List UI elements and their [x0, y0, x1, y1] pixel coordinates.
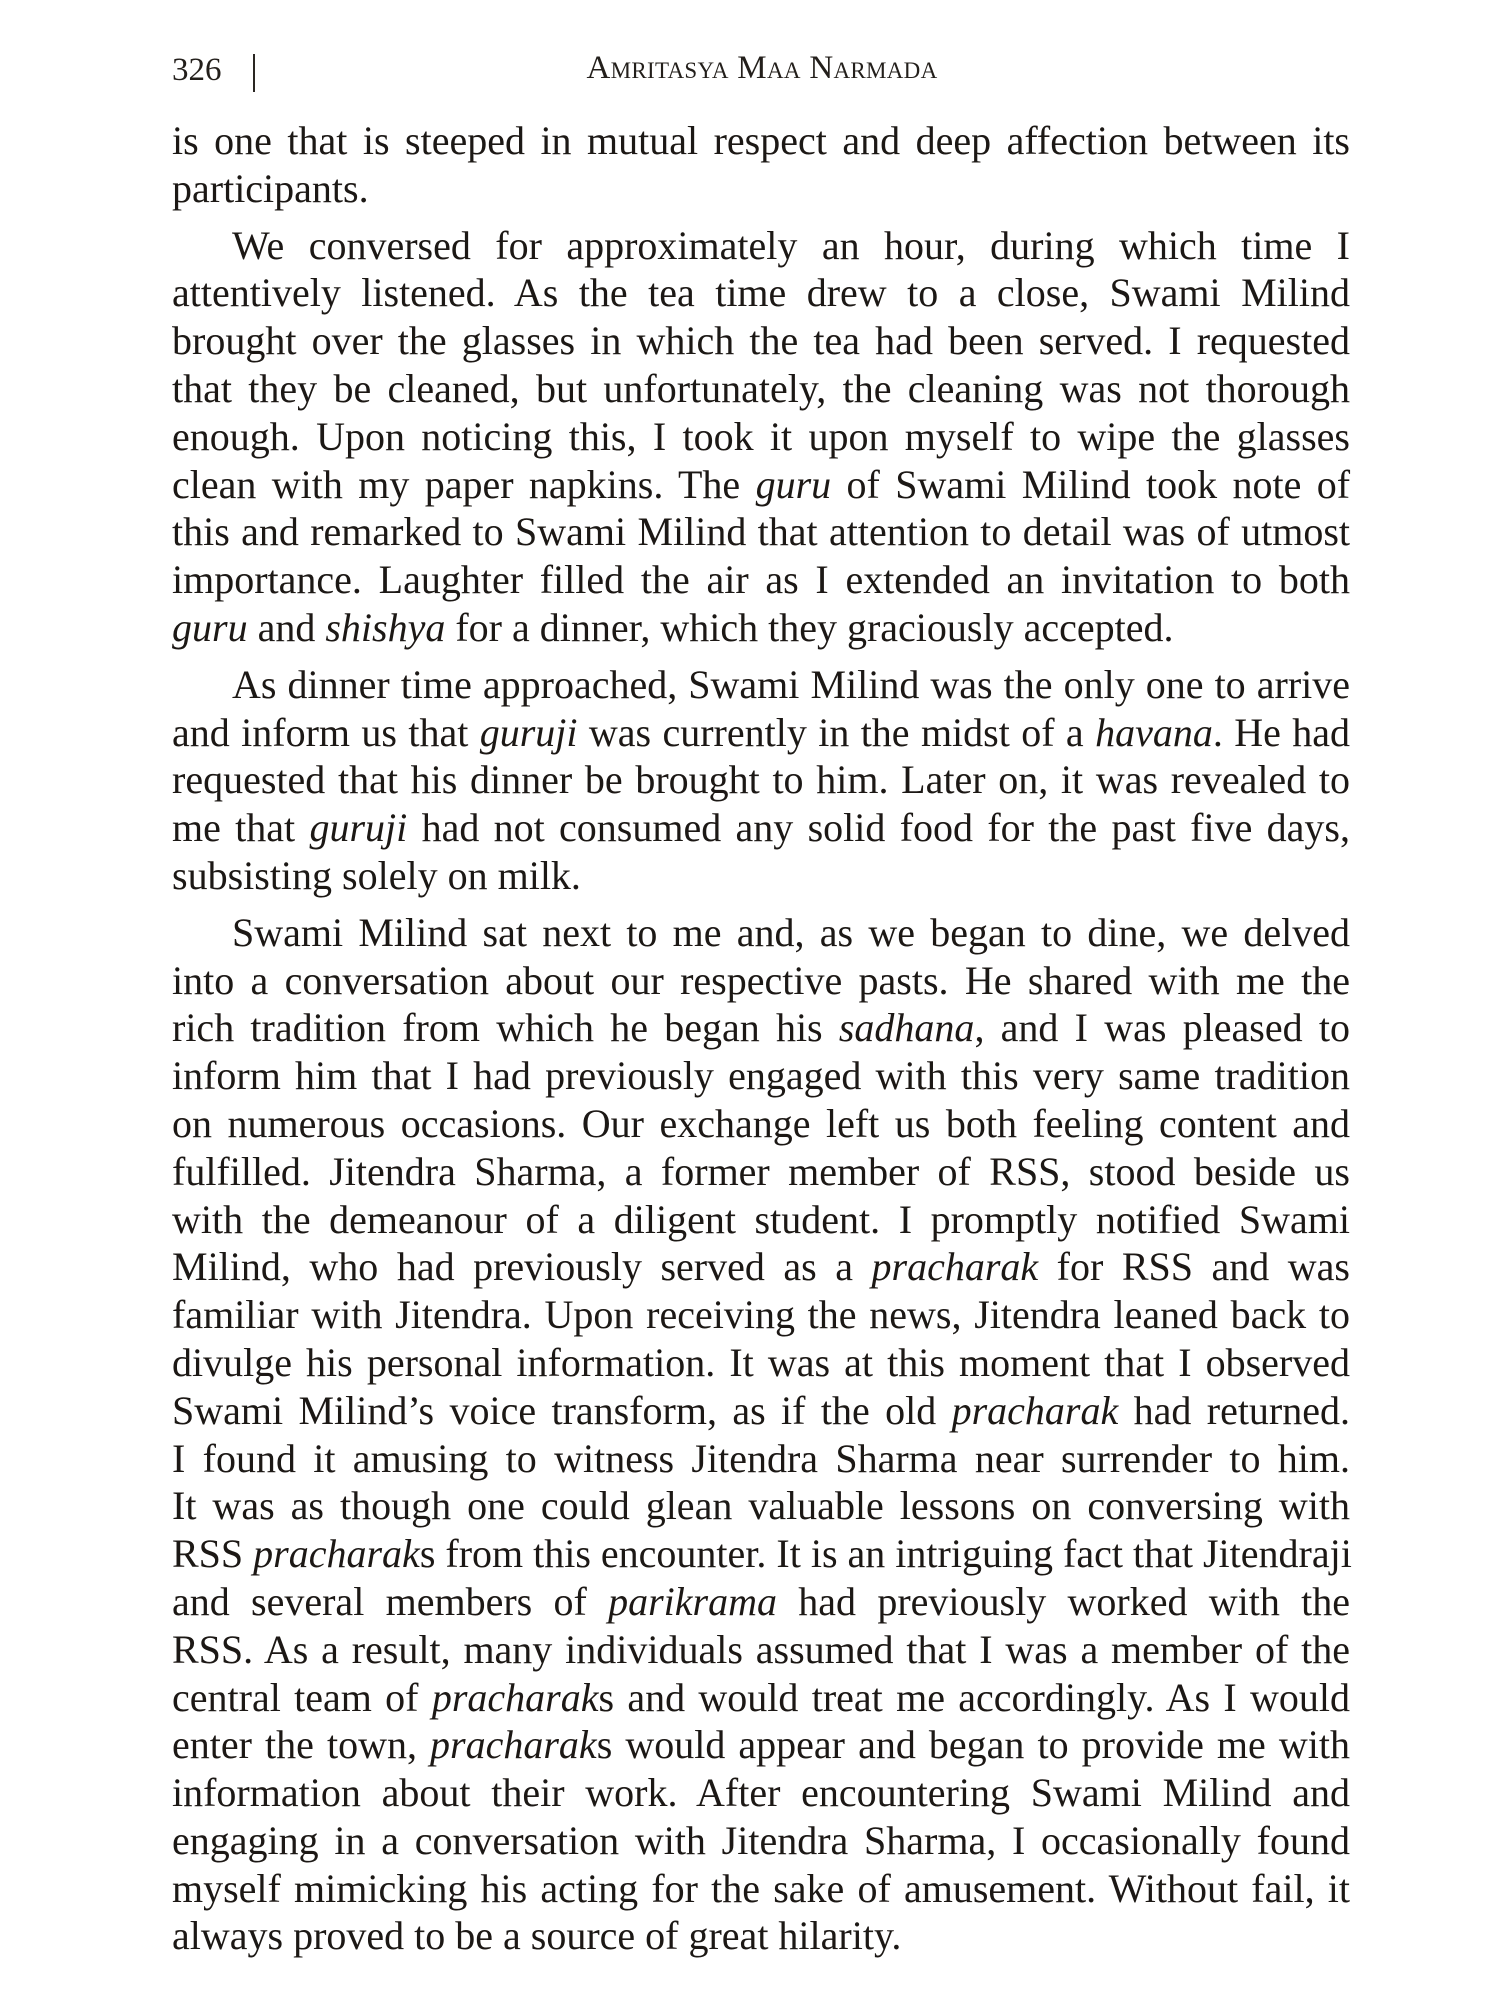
- italic-term: pracharak: [951, 1387, 1119, 1433]
- italic-term: guru: [755, 461, 832, 507]
- text-run: this and remarked to Swami Milind that attention to detail was of utmost: [172, 509, 1350, 555]
- text-run: rich tradition from which he began his: [172, 1005, 839, 1051]
- text-run: Swami Milind’s voice transform, as if the old: [172, 1387, 952, 1433]
- running-head: [0, 0, 1500, 110]
- text-line: [172, 1769, 1350, 1817]
- text-line: [172, 1626, 1350, 1674]
- text-line: [172, 756, 1350, 804]
- text-run: engaging in a conversation with Jitendra Sharma, I occasionally found: [172, 1817, 1350, 1863]
- text-run: inform him that I had previously engaged with this very same tradition: [172, 1053, 1350, 1099]
- text-run: s would appear and began to provide me with: [596, 1722, 1350, 1768]
- text-run: Milind, who had previously served as a: [172, 1244, 872, 1290]
- text-run: enter the town,: [172, 1722, 431, 1768]
- paragraph: [172, 222, 1350, 652]
- text-line: [172, 556, 1350, 604]
- text-run: requested that his dinner be brought to him. Later on, it was revealed to: [172, 757, 1350, 803]
- text-run: had not consumed any solid food for the past five days,: [407, 805, 1350, 851]
- italic-term: guruji: [309, 805, 408, 851]
- text-line: [172, 957, 1350, 1005]
- text-line: [172, 1912, 1350, 1960]
- paragraph: [172, 661, 1350, 900]
- text-run: me that: [172, 805, 310, 851]
- text-line: [172, 909, 1350, 957]
- text-run: subsisting solely on milk.: [172, 852, 581, 898]
- text-run: RSS. As a result, many individuals assumed that I was a member of the: [172, 1626, 1350, 1672]
- italic-term: shishya: [325, 604, 446, 650]
- text-run: that they be cleaned, but unfortunately, the cleaning was not thorough: [172, 365, 1350, 411]
- italic-term: pracharak: [253, 1531, 420, 1577]
- text-run: brought over the glasses in which the tea had been served. I requested: [172, 318, 1350, 364]
- text-line: [172, 852, 1350, 900]
- text-line: [172, 1817, 1350, 1865]
- book-title: Amritasya Maa Narmada: [586, 50, 938, 86]
- text-run: for RSS and was: [1038, 1244, 1350, 1290]
- text-line: [172, 1578, 1350, 1626]
- italic-term: pracharak: [871, 1244, 1039, 1290]
- text-line: [172, 222, 1350, 270]
- text-run: divulge his personal information. It was at this moment that I observed: [172, 1339, 1350, 1385]
- text-run: into a conversation about our respective pasts. He shared with me the: [172, 957, 1350, 1003]
- text-run: clean with my paper napkins. The: [172, 461, 756, 507]
- italic-term: pracharak: [430, 1722, 597, 1768]
- text-line: [172, 1435, 1350, 1483]
- text-line: [172, 1148, 1350, 1196]
- text-run: enough. Upon noticing this, I took it upon myself to wipe the glasses: [172, 413, 1350, 459]
- text-run: It was as though one could glean valuable lessons on conversing with: [172, 1483, 1350, 1529]
- text-line: [172, 1004, 1350, 1052]
- text-run: I found it amusing to witness Jitendra Sharma near surrender to him.: [172, 1435, 1350, 1481]
- italic-term: parikrama: [608, 1578, 777, 1624]
- text-line: [172, 1339, 1350, 1387]
- text-run: is one that is steeped in mutual respect and deep affection between its: [172, 118, 1350, 163]
- text-line: [172, 1674, 1350, 1722]
- text-run: myself mimicking his acting for the sake of amusement. Without fail, it: [172, 1865, 1350, 1911]
- text-line: [172, 1530, 1350, 1578]
- text-run: and several members of: [172, 1578, 609, 1624]
- text-run: was currently in the midst of a: [577, 709, 1096, 755]
- text-line: [172, 461, 1350, 509]
- text-run: fulfilled. Jitendra Sharma, a former member of RSS, stood beside us: [172, 1148, 1350, 1194]
- body-text: [172, 117, 1350, 1969]
- text-run: for a dinner, which they graciously accepted.: [445, 604, 1174, 650]
- text-run: . He had: [1212, 709, 1350, 755]
- text-line: [172, 269, 1350, 317]
- text-line: [172, 117, 1350, 165]
- text-run: As dinner time approached, Swami Milind was the only one to arrive: [232, 661, 1350, 707]
- text-run: information about their work. After encountering Swami Milind and: [172, 1770, 1350, 1816]
- text-line: [172, 365, 1350, 413]
- italic-term: havana: [1095, 709, 1213, 755]
- text-run: participants.: [172, 165, 369, 211]
- header-separator-rule: [253, 54, 255, 92]
- text-line: [172, 165, 1350, 213]
- text-line: [172, 1387, 1350, 1435]
- text-line: [172, 1865, 1350, 1913]
- paragraph: [172, 909, 1350, 1961]
- paragraph: [172, 117, 1350, 213]
- text-line: [172, 804, 1350, 852]
- text-line: [172, 1721, 1350, 1769]
- text-line: [172, 508, 1350, 556]
- text-run: and: [247, 604, 326, 650]
- text-run: familiar with Jitendra. Upon receiving the news, Jitendra leaned back to: [172, 1292, 1350, 1338]
- page-number: 326: [172, 52, 222, 88]
- text-run: We conversed for approximately an hour, during which time I: [232, 222, 1350, 268]
- text-line: [172, 1243, 1350, 1291]
- text-line: [172, 1100, 1350, 1148]
- italic-term: guruji: [479, 709, 578, 755]
- text-line: [172, 661, 1350, 709]
- text-line: [172, 1052, 1350, 1100]
- italic-term: guru: [172, 604, 248, 650]
- text-run: , and I was pleased to: [974, 1005, 1350, 1051]
- text-run: central team of: [172, 1674, 432, 1720]
- text-run: with the demeanour of a diligent student. I promptly notified Swami: [172, 1196, 1350, 1242]
- italic-term: pracharak: [431, 1674, 599, 1720]
- text-run: Swami Milind sat next to me and, as we began to dine, we delved: [232, 909, 1350, 955]
- text-run: s and would treat me accordingly. As I would: [598, 1674, 1350, 1720]
- text-line: [172, 1291, 1350, 1339]
- text-run: of Swami Milind took note of: [831, 461, 1351, 507]
- text-line: [172, 604, 1350, 652]
- text-line: [172, 1196, 1350, 1244]
- text-line: [172, 413, 1350, 461]
- text-run: had returned.: [1118, 1387, 1351, 1433]
- text-run: and inform us that: [172, 709, 480, 755]
- text-run: on numerous occasions. Our exchange left us both feeling content and: [172, 1100, 1350, 1146]
- italic-term: sadhana: [838, 1005, 975, 1051]
- text-run: s from this encounter. It is an intriguing fact that Jitendraji: [419, 1531, 1352, 1577]
- text-run: importance. Laughter filled the air as I extended an invitation to both: [172, 557, 1350, 603]
- text-line: [172, 709, 1350, 757]
- text-run: always proved to be a source of great hilarity.: [172, 1913, 902, 1959]
- text-run: had previously worked with the: [777, 1578, 1350, 1624]
- text-line: [172, 317, 1350, 365]
- text-line: [172, 1482, 1350, 1530]
- text-run: RSS: [172, 1531, 254, 1577]
- text-run: attentively listened. As the tea time drew to a close, Swami Milind: [172, 270, 1350, 316]
